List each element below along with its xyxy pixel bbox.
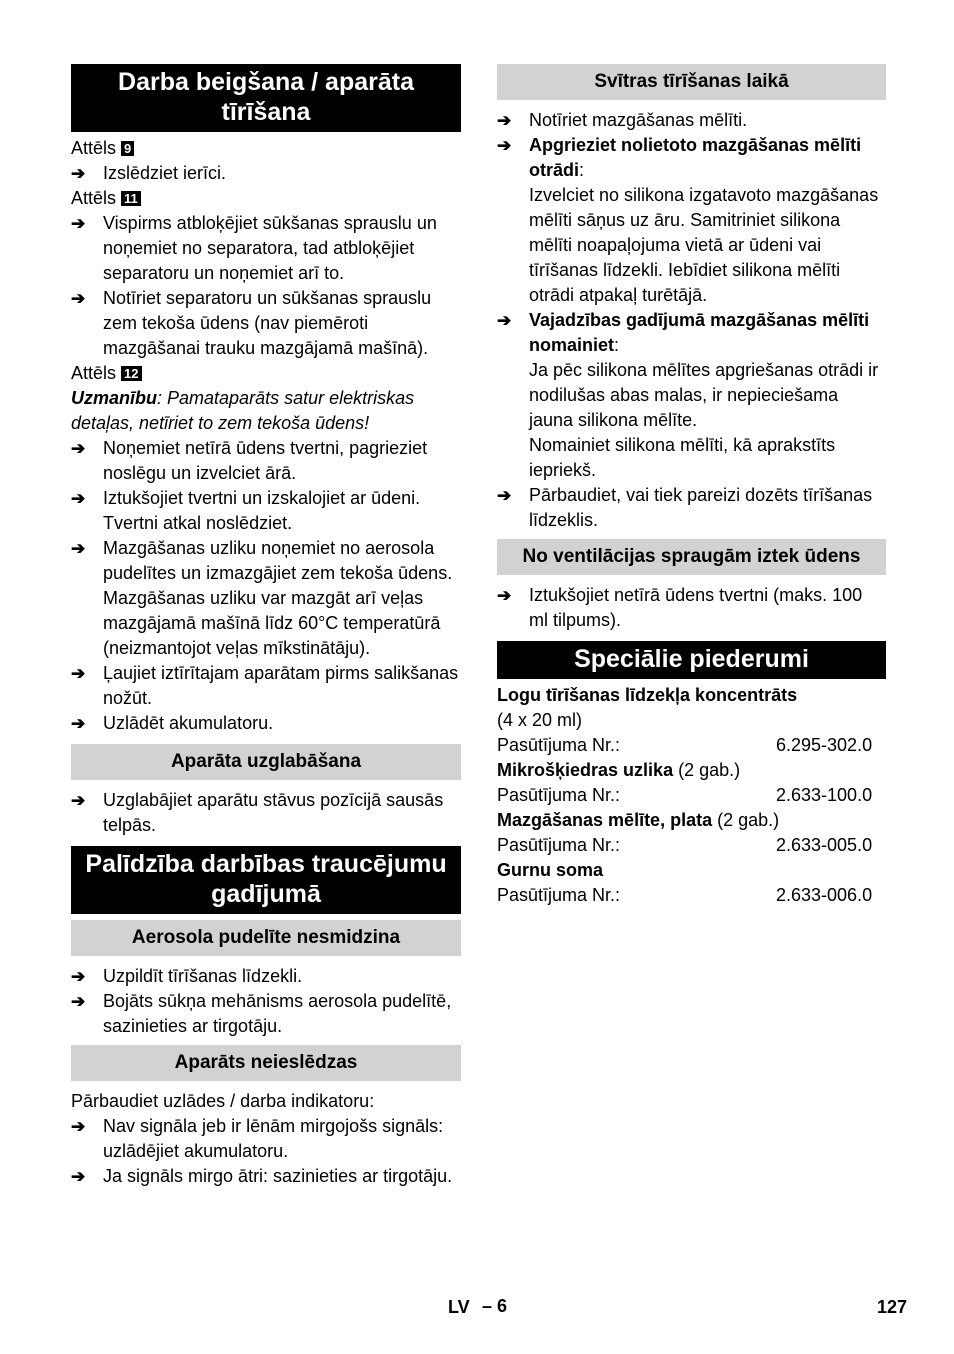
list-item	[497, 108, 886, 133]
arrow-right-icon: ➔	[497, 111, 512, 130]
list-item	[71, 486, 461, 536]
arrow-right-icon: ➔	[497, 136, 512, 155]
order-label: Pasūtījuma Nr.:	[497, 885, 621, 905]
figure-label: Attēls	[71, 363, 117, 383]
figure-number-badge: 11	[121, 191, 141, 206]
accessory-quantity: (2 gab.)	[678, 760, 741, 780]
order-number: 2.633-006.0	[776, 885, 873, 905]
arrow-right-icon: ➔	[497, 586, 512, 605]
subheading-water-from-vents: No ventilācijas spraugām iztek ūdens	[497, 539, 886, 575]
order-number: 6.295-302.0	[776, 735, 873, 755]
accessory-name: Mikrošķiedras uzlika	[497, 760, 674, 780]
list-item-text: Iztukšojiet netīrā ūdens tvertni (maks. 100 ml tilpums).	[529, 585, 863, 630]
arrow-right-icon: ➔	[71, 1167, 86, 1186]
list-item-text: Uzglabājiet aparātu stāvus pozīcijā sausās telpās.	[103, 790, 444, 835]
list-item-text: Nomainiet silikona mēlīti, kā aprakstīts iepriekš.	[529, 435, 836, 480]
arrow-right-icon: ➔	[71, 1117, 86, 1136]
list-item	[71, 964, 461, 989]
accessory-quantity: (4 x 20 ml)	[497, 710, 583, 730]
order-label: Pasūtījuma Nr.:	[497, 735, 621, 755]
list-item-text: Bojāts sūkņa mehānisms aerosola pudelītē, sazinieties ar tirgotāju.	[103, 991, 452, 1036]
order-number: 2.633-100.0	[776, 785, 873, 805]
figure-label: Attēls	[71, 138, 117, 158]
right-column	[497, 64, 886, 908]
order-label: Pasūtījuma Nr.:	[497, 835, 621, 855]
list-item	[497, 583, 886, 633]
left-column	[71, 64, 461, 1189]
list-item: ➔ Vajadzības gadījumā mazgāšanas mēlīti nomainiet: Ja pēc silikona mēlītes apgriešanas otrādi ir nodilušas abas malas, ir nepieciešama jauna silikona mēlīte. Nomainiet silikona mēlīti, kā aprakstīts iepriekš.	[497, 310, 879, 480]
list-item-text: Nav signāla jeb ir lēnām mirgojošs signāls: uzlādējiet akumulatoru.	[103, 1116, 444, 1161]
accessory-name-line	[497, 683, 886, 733]
paragraph: Pārbaudiet uzlādes / darba indikatoru:	[71, 1091, 375, 1111]
list-item-text: Izvelciet no silikona izgatavoto mazgāšanas mēlīti sāņus uz āru. Samitriniet silikona mēlīti noapaļojuma vietā ar ūdeni vai tīrīšanas līdzekli. Iebīdiet silikona mēlīti otrādi atpakaļ turētājā.	[529, 185, 879, 305]
figure-ref	[71, 136, 461, 161]
list-item-text: Iztukšojiet tvertni un izskalojiet ar ūdeni. Tvertni atkal noslēdziet.	[103, 488, 421, 533]
list-item-text: Pārbaudiet, vai tiek pareizi dozēts tīrīšanas līdzeklis.	[529, 485, 873, 530]
arrow-right-icon: ➔	[71, 967, 86, 986]
list-item-text: Ļaujiet iztīrītajam aparātam pirms salikšanas nožūt.	[103, 663, 459, 708]
list-item	[71, 1114, 461, 1164]
order-label: Pasūtījuma Nr.:	[497, 785, 621, 805]
accessory-name-line	[497, 808, 886, 833]
list-item	[71, 536, 461, 661]
list-item	[71, 436, 461, 486]
list-item: ➔ Apgrieziet nolietoto mazgāšanas mēlīti otrādi: Izvelciet no silikona izgatavoto mazgāšanas mēlīti sāņus uz āru. Samitriniet silikona mēlīti noapaļojuma vietā ar ūdeni vai tīrīšanas līdzekli. Iebīdiet silikona mēlīti otrādi atpakaļ turētājā.	[497, 135, 879, 305]
list-item-bold-text: Vajadzības gadījumā mazgāšanas mēlīti nomainiet	[529, 310, 870, 355]
figure-label: Attēls	[71, 188, 117, 208]
order-number-row	[497, 833, 886, 858]
list-item	[71, 711, 461, 736]
arrow-right-icon: ➔	[71, 992, 86, 1011]
accessory-name: Gurnu soma	[497, 860, 604, 880]
footer-section-page: – 6	[482, 1296, 508, 1316]
list-item-text: Uzpildīt tīrīšanas līdzekli.	[103, 966, 303, 986]
list-item-bold-text: Apgrieziet nolietoto mazgāšanas mēlīti otrādi	[529, 135, 862, 180]
caution-note	[71, 386, 461, 436]
arrow-right-icon: ➔	[71, 214, 86, 233]
list-item-text: Uzlādēt akumulatoru.	[103, 713, 274, 733]
list-item	[71, 788, 461, 838]
arrow-right-icon: ➔	[71, 539, 86, 558]
section-heading-troubleshooting: Palīdzība darbības traucējumu gadījumā	[71, 846, 461, 914]
accessory-quantity: (2 gab.)	[717, 810, 780, 830]
subheading-streaks: Svītras tīrīšanas laikā	[497, 64, 886, 100]
order-number-row	[497, 783, 886, 808]
list-item-text: Izslēdziet ierīci.	[103, 163, 227, 183]
arrow-right-icon: ➔	[71, 164, 86, 183]
caution-label: Uzmanību	[71, 388, 158, 408]
list-item-text: Ja pēc silikona mēlītes apgriešanas otrādi ir nodilušas abas malas, ir nepieciešama jauna silikona mēlīte.	[529, 360, 879, 430]
accessory-name-line	[497, 758, 886, 783]
accessory-name: Logu tīrīšanas līdzekļa koncentrāts	[497, 685, 798, 705]
arrow-right-icon: ➔	[71, 664, 86, 683]
figure-ref	[71, 186, 461, 211]
subheading-storage: Aparāta uzglabāšana	[71, 744, 461, 780]
caution-text: : Pamataparāts satur elektriskas detaļas, netīriet to zem tekoša ūdens!	[71, 388, 415, 433]
list-item	[71, 989, 461, 1039]
list-item-text: Notīriet separatoru un sūkšanas sprauslu zem tekoša ūdens (nav piemēroti mazgāšanai trauku mazgājamā mašīnā).	[103, 288, 432, 358]
arrow-right-icon: ➔	[71, 791, 86, 810]
list-item	[71, 161, 461, 186]
arrow-right-icon: ➔	[71, 714, 86, 733]
subheading-device-not-switching-on: Aparāts neieslēdzas	[71, 1045, 461, 1081]
language-code: LV	[448, 1297, 470, 1317]
arrow-right-icon: ➔	[71, 489, 86, 508]
order-number-row	[497, 733, 886, 758]
accessory-name: Mazgāšanas mēlīte, plata	[497, 810, 713, 830]
arrow-right-icon: ➔	[71, 439, 86, 458]
arrow-right-icon: ➔	[71, 289, 86, 308]
order-number-row	[497, 883, 886, 908]
list-item-text: Ja signāls mirgo ātri: sazinieties ar tirgotāju.	[103, 1166, 453, 1186]
section-heading-accessories: Speciālie piederumi	[497, 641, 886, 679]
arrow-right-icon: ➔	[497, 311, 512, 330]
list-item	[497, 483, 886, 533]
list-item	[71, 211, 461, 286]
subheading-spray-not-working: Aerosola pudelīte nesmidzina	[71, 920, 461, 956]
arrow-right-icon: ➔	[497, 486, 512, 505]
figure-number-badge: 12	[121, 366, 141, 381]
list-item-text: Vispirms atbloķējiet sūkšanas sprauslu un noņemiet no separatora, tad atbloķējiet separatoru un noņemiet arī to.	[103, 213, 437, 283]
list-item	[71, 661, 461, 711]
list-item-text: Notīriet mazgāšanas mēlīti.	[529, 110, 748, 130]
section-heading-end-of-work: Darba beigšana / aparāta tīrīšana	[71, 64, 461, 132]
page-number: 127	[877, 1297, 908, 1317]
figure-ref	[71, 361, 461, 386]
figure-number-badge: 9	[121, 141, 134, 156]
order-number: 2.633-005.0	[776, 835, 873, 855]
footer-language	[448, 1297, 470, 1318]
list-item	[71, 1164, 461, 1189]
list-item-text: Mazgāšanas uzliku noņemiet no aerosola pudelītes un izmazgājiet zem tekoša ūdens. Mazgāšanas uzliku var mazgāt arī veļas mazgājamā mašīnā līdz 60°C temperatūrā (neizmantojot veļas mīkstinātāju).	[103, 538, 453, 658]
list-item	[71, 286, 461, 361]
list-item-text: Noņemiet netīrā ūdens tvertni, pagrieziet noslēgu un izvelciet ārā.	[103, 438, 428, 483]
